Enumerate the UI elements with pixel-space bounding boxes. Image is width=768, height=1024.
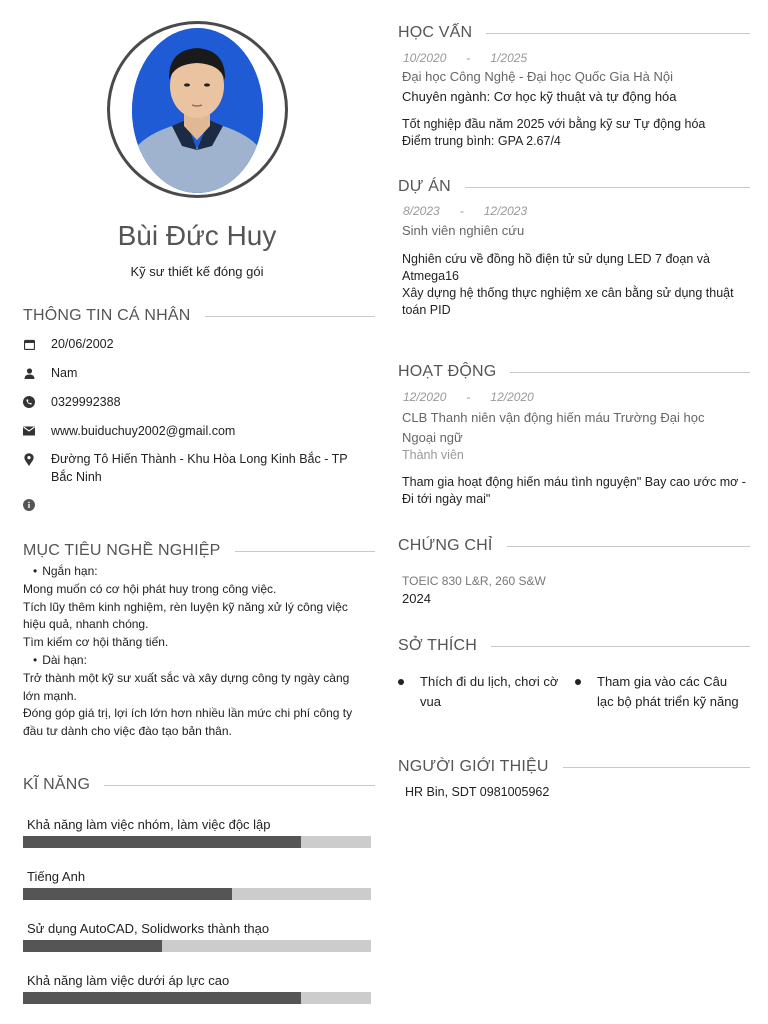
skill-label: Sử dụng AutoCAD, Solidworks thành thạo [27,921,270,936]
address-text: Đường Tô Hiến Thành - Khu Hòa Long Kinh Bắc - TP Bắc Ninh [51,452,348,484]
education-detail: Tốt nghiệp đầu năm 2025 với bằng kỹ sư Tự động hóa [402,117,706,131]
divider [486,33,750,34]
job-title: Kỹ sư thiết kế đóng gói [130,264,264,279]
section-title-text: HOẠT ĐỘNG [398,363,497,380]
objective-body [23,563,368,741]
bullet-icon [398,679,404,685]
skill-label: Khả năng làm việc nhóm, làm việc độc lập [27,817,271,832]
objective-line: Trở thành một kỹ sư xuất sắc và xây dựng công ty ngày càng lớn mạnh. [23,670,350,703]
info-gender [23,364,77,382]
project-detail: Nghiên cứu về đồng hồ điện tử sử dụng LED 7 đoạn và Atmega16 [402,252,710,283]
hobby-item [597,672,747,711]
objective-line: Đóng góp giá trị, lợi ích lớn hơn nhiều lần mức chi phí công ty đầu tư dành cho việc đào tạo bản thân. [23,706,353,739]
activity-org: CLB Thanh niên vận động hiến máu Trường Đại học Ngoại ngữ [402,410,705,445]
info-birthday [23,335,114,353]
date-separator: - [466,390,471,404]
hobby-text: Thích đi du lịch, chơi cờ vua [420,674,559,709]
mail-icon [23,425,35,437]
avatar [107,21,288,198]
divider [507,546,750,547]
skill-bar [23,836,371,848]
website-text[interactable]: www.buiduchuy2002@gmail.com [51,424,236,438]
section-title-certificates [398,537,750,555]
activity-role: Thành viên [402,448,464,462]
divider [235,551,376,552]
skill-bar-fill [23,992,301,1004]
date-separator: - [466,51,471,65]
skill-item [23,868,371,900]
hobby-text: Tham gia vào các Câu lạc bộ phát triển kỹ năng [597,674,739,709]
section-title-activities [398,363,750,381]
profile-photo [132,28,263,193]
person-icon [23,367,35,379]
section-title-personal [23,307,375,325]
education-dates [403,51,527,65]
education-school: Đại học Công Nghệ - Đại học Quốc Gia Hà Nội [402,69,673,84]
referee-text: HR Bin, SDT 0981005962 [405,785,550,799]
skill-bar-fill [23,940,162,952]
section-title-text: NGƯỜI GIỚI THIỆU [398,758,549,775]
objective-long-label: • Dài hạn: [23,652,368,670]
project-detail: Xây dựng hệ thống thực nghiệm xe cân bằng sử dụng thuật toán PID [402,286,734,317]
info-icon [23,499,35,511]
info-phone [23,393,121,411]
divider [510,372,750,373]
info-website [23,422,235,440]
activity-detail: Tham gia hoạt động hiến máu tình nguyện" Bay cao ước mơ - Đi tới ngày mai" [402,475,746,506]
date-separator: - [459,204,464,218]
info-extra [23,496,51,511]
section-title-education [398,24,750,42]
objective-short-label: • Ngắn hạn: [23,563,368,581]
birthday-text: 20/06/2002 [51,337,114,351]
skill-bar-fill [23,888,232,900]
bullet-icon [575,679,581,685]
divider [465,187,750,188]
skill-bar [23,992,371,1004]
date-start: 10/2020 [403,51,447,65]
skill-bar [23,888,371,900]
section-title-projects [398,178,750,196]
phone-text: 0329992388 [51,395,121,409]
divider [491,646,750,647]
section-title-skills [23,776,375,794]
calendar-icon [23,338,35,350]
certificate-year: 2024 [402,591,431,606]
skill-bar-fill [23,836,301,848]
date-end: 12/2023 [483,204,528,218]
info-address [23,450,363,486]
full-name: Bùi Đức Huy [117,220,277,251]
certificate-name: TOEIC 830 L&R, 260 S&W [402,574,546,588]
section-title-text: KĨ NĂNG [23,776,91,793]
section-title-text: DỰ ÁN [398,178,451,195]
divider [205,316,375,317]
hobby-item [420,672,572,711]
location-icon [23,453,35,465]
section-title-text: HỌC VẤN [398,24,473,41]
section-title-objective [23,542,375,560]
skill-item [23,920,371,952]
objective-line: Tích lũy thêm kinh nghiệm, rèn luyện kỹ năng xử lý công việc hiệu quả, nhanh chóng. [23,599,348,632]
divider [104,785,375,786]
section-title-text: MỤC TIÊU NGHỀ NGHIỆP [23,542,221,559]
activity-dates [403,390,534,404]
skill-bar [23,940,371,952]
education-major: Chuyên ngành: Cơ học kỹ thuật và tự động hóa [402,89,677,104]
date-end: 12/2020 [490,390,534,404]
section-title-text: SỞ THÍCH [398,637,478,654]
divider [563,767,750,768]
skill-item [23,816,371,848]
skill-item [23,972,371,1004]
section-title-referees [398,758,750,776]
date-start: 8/2023 [403,204,440,218]
section-title-text: THÔNG TIN CÁ NHÂN [23,307,191,324]
skill-label: Khả năng làm việc dưới áp lực cao [27,973,230,988]
project-dates [403,204,527,218]
project-role: Sinh viên nghiên cứu [402,223,525,238]
section-title-text: CHỨNG CHỈ [398,537,493,554]
objective-line: Mong muốn có cơ hội phát huy trong công việc. [23,581,277,596]
skill-label: Tiếng Anh [27,869,86,884]
date-start: 12/2020 [403,390,447,404]
gender-text: Nam [51,366,78,380]
section-title-hobbies [398,637,750,655]
phone-icon [23,396,35,408]
date-end: 1/2025 [490,51,528,65]
education-detail: Điểm trung bình: GPA 2.67/4 [402,134,561,148]
objective-line: Tìm kiếm cơ hội thăng tiến. [23,635,169,650]
